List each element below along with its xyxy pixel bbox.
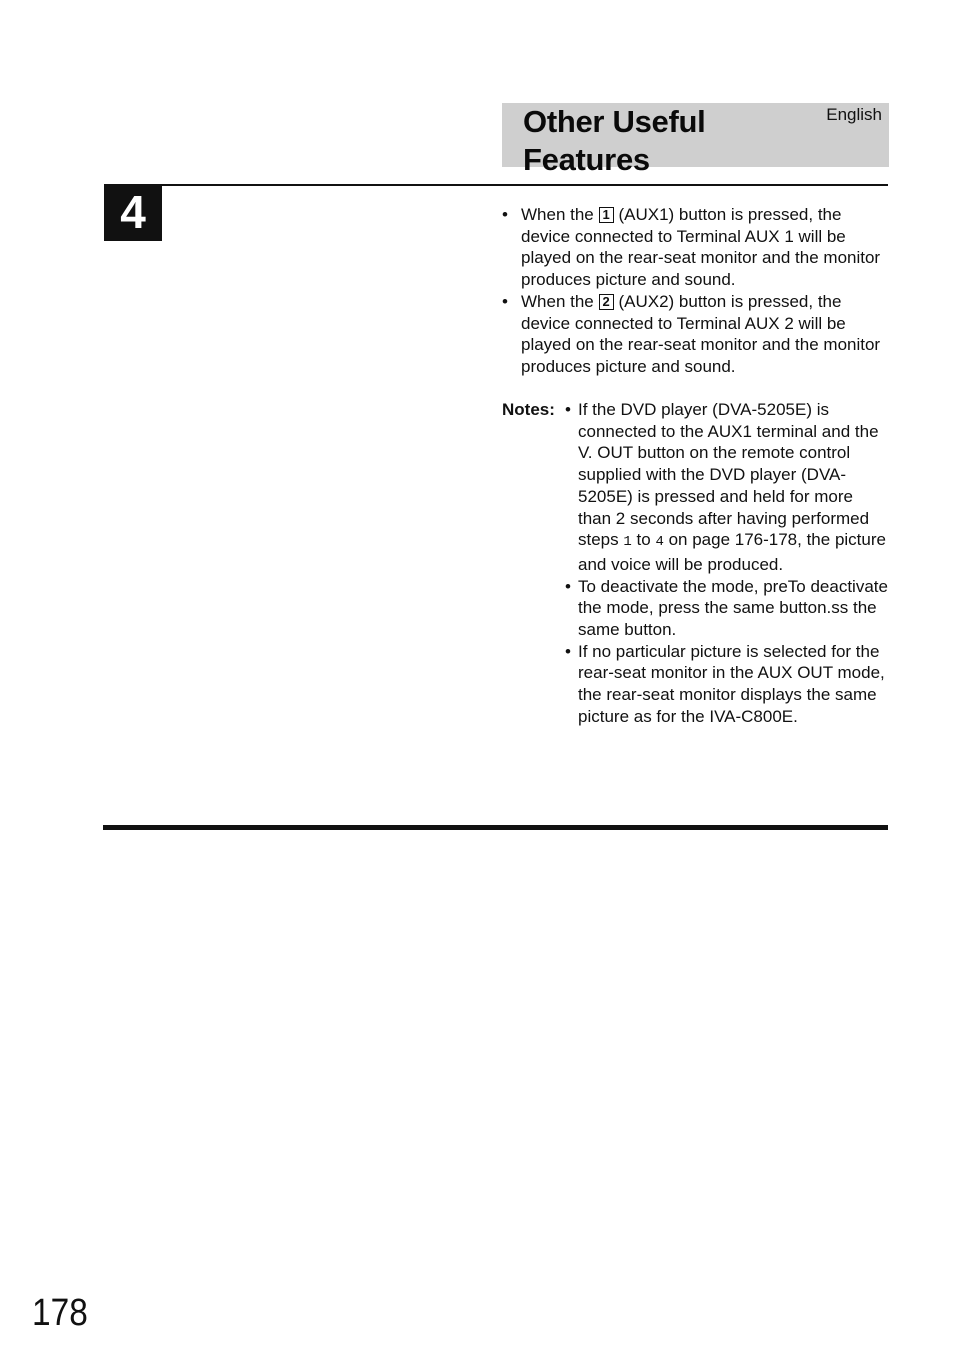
aux2-key-icon: 2	[599, 294, 614, 310]
bullet-dot: •	[502, 205, 508, 224]
bullet-text-after: (AUX2) button is pressed, the device connected to Terminal AUX 2 will be played on the rear-seat monitor and the monitor produces picture and sound.	[521, 291, 881, 376]
bullet-dot: •	[502, 291, 508, 311]
bullet-text-before: When the	[521, 291, 594, 311]
note1-text-after: on page 176-178, the picture and voice will be produced.	[578, 530, 886, 574]
page-number: 178	[32, 1292, 88, 1334]
section-title	[523, 103, 705, 179]
step-end-number: 4	[655, 534, 664, 551]
note-dot: •	[565, 641, 571, 661]
notes-label: Notes:	[502, 400, 555, 419]
note-item-deactivate	[565, 576, 888, 641]
bullet-item-aux2	[502, 291, 888, 378]
note2-text: To deactivate the mode, preTo deactivate the mode, press the same button.ss the same button.	[578, 576, 888, 640]
bullet-text-after: (AUX1) button is pressed, the device connected to Terminal AUX 1 will be played on the rear-seat monitor and the monitor produces picture and sound.	[521, 205, 881, 290]
language-label: English	[826, 105, 882, 124]
note1-text-between: to	[636, 530, 651, 550]
top-divider	[162, 184, 888, 186]
notes-list	[565, 399, 888, 728]
note-item-no-picture	[565, 641, 888, 728]
note-dot: •	[565, 576, 571, 596]
step-start-number: 1	[623, 534, 632, 551]
section-title-line1: Other Useful	[523, 104, 706, 139]
note-item-dvd-player	[565, 399, 888, 576]
notes-section	[502, 399, 888, 728]
section-header	[502, 103, 889, 177]
note1-text-before: If the DVD player (DVA-5205E) is connected to the AUX1 terminal and the V. OUT button on the remote control supplied with the DVD player (DVA-5205E) is pressed and held for more than 2 seconds after having performed steps	[578, 400, 879, 550]
aux1-key-icon: 1	[599, 207, 614, 223]
feature-bullet-list	[502, 204, 888, 378]
chapter-tab: 4	[104, 184, 162, 241]
note3-text: If no particular picture is selected for the rear-seat monitor in the AUX OUT mode, the rear-seat monitor displays the same picture as for the IVA-C800E.	[578, 641, 885, 726]
note-dot: •	[565, 400, 571, 419]
section-title-line2: Features	[523, 142, 650, 177]
bottom-divider	[103, 825, 888, 830]
bullet-text-before: When the	[521, 205, 594, 224]
bullet-item-aux1	[502, 204, 888, 291]
